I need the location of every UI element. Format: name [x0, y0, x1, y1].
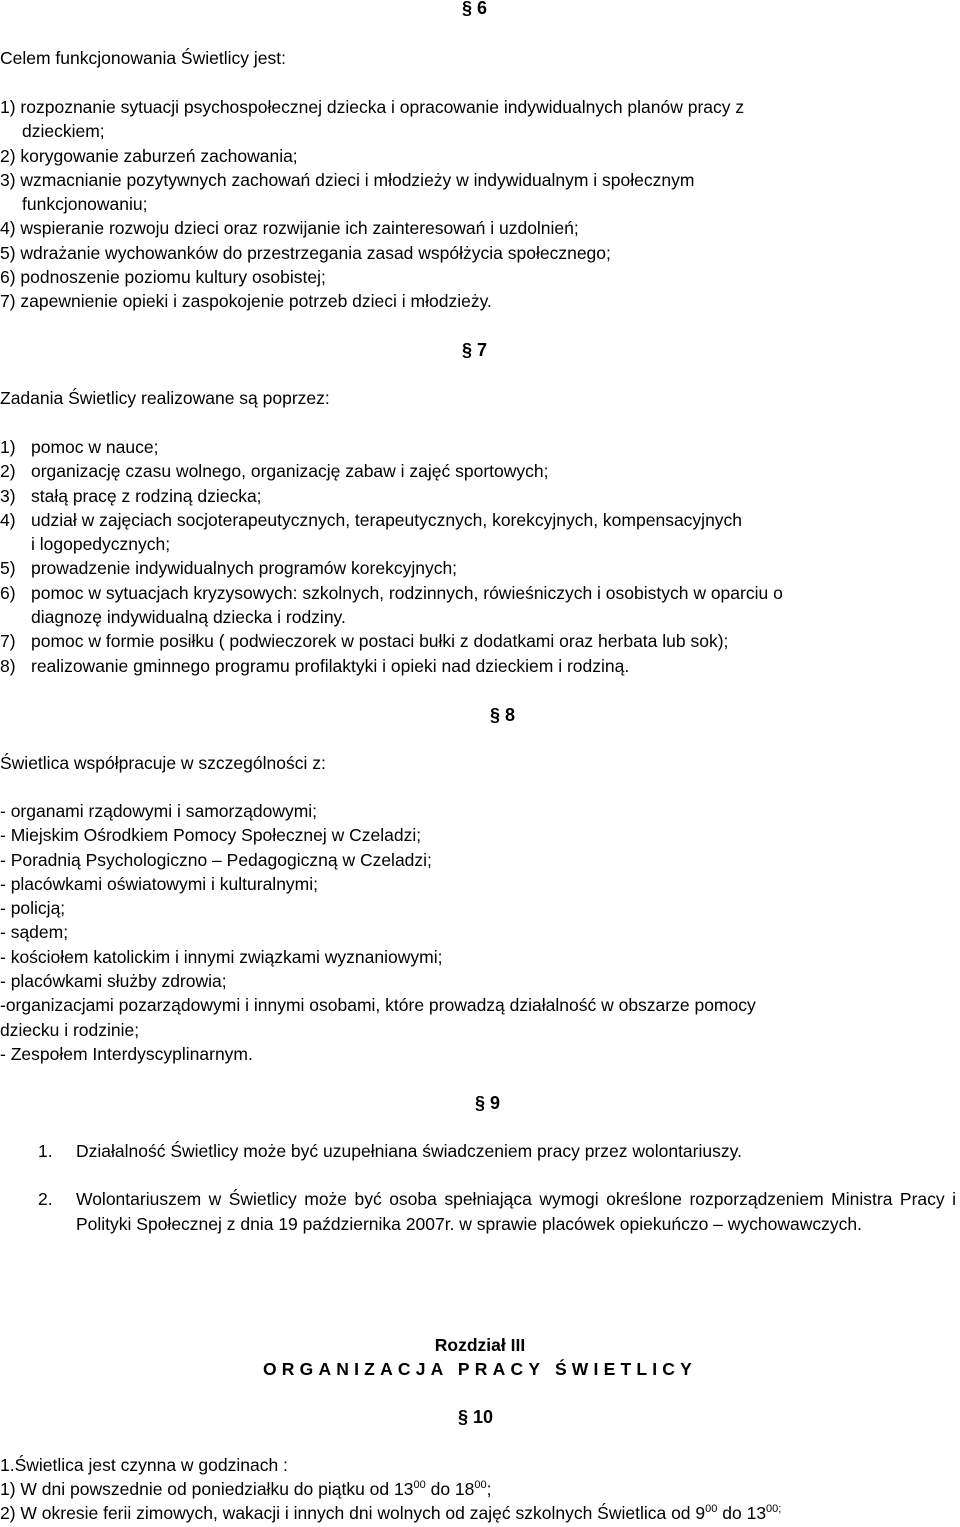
section-7-item-text: stałą pracę z rodziną dziecka;: [31, 485, 262, 506]
section-10-heading: 1.Świetlica jest czynna w godzinach :: [0, 1455, 288, 1475]
section-9-item-text: Wolontariuszem w Świetlicy może być osoba spełniająca wymogi określone rozporządzeniem Ministra Pracy i Polityki Społecznej z dnia 19 października 2007r. w sprawie placówek opiekuńczo – wychowawczych.: [76, 1189, 956, 1234]
hours-line-1-b: do 18: [425, 1479, 475, 1499]
section-6-item-line: 7) zapewnienie opieki i zaspokojenie potrzeb dzieci i młodzieży.: [0, 291, 492, 312]
section-9-item-text: Działalność Świetlicy może być uzupełniana świadczeniem pracy przez wolontariuszy.: [76, 1141, 742, 1161]
section-7-item-number: 4): [0, 509, 16, 530]
section-8-item: - placówkami oświatowymi i kulturalnymi;: [0, 873, 318, 894]
section-7-item-line: [0, 435, 783, 459]
section-8-label: § 8: [490, 705, 516, 725]
section-7-item-text: prowadzenie indywidualnych programów korekcyjnych;: [31, 558, 458, 579]
section-8-list: [0, 799, 756, 1066]
section-6-heading: Celem funkcjonowania Świetlicy jest:: [0, 48, 286, 68]
section-7-item-number: 5): [0, 558, 16, 579]
section-7-item-text: pomoc w nauce;: [31, 437, 159, 457]
section-6-label: § 6: [462, 0, 488, 18]
section-6-item-line: 4) wspieranie rozwoju dzieci oraz rozwijanie ich zainteresowań i uzdolnień;: [0, 218, 579, 239]
section-9-item: [0, 1187, 956, 1236]
section-9-item-number: 2.: [38, 1189, 53, 1210]
section-7-item-text: pomoc w formie posiłku ( podwieczorek w postaci bułki z dodatkami oraz herbata lub sok);: [31, 631, 729, 652]
section-6-item-line: 6) podnoszenie poziomu kultury osobistej;: [0, 267, 326, 288]
chapter-subtitle: ORGANIZACJA PRACY ŚWIETLICY: [262, 1359, 698, 1379]
section-7-item-number: 1): [0, 437, 16, 457]
section-6-item-line: funkcjonowaniu;: [22, 194, 148, 215]
section-7-item-line: [0, 459, 783, 483]
hours-line-2-b: do 13: [717, 1503, 767, 1523]
section-8-item: - organami rządowymi i samorządowymi;: [0, 801, 318, 821]
section-9-item-number: 1.: [38, 1141, 53, 1161]
section-6-item-line: 5) wdrażanie wychowanków do przestrzegania zasad współżycia społecznego;: [0, 242, 611, 263]
section-7-item-text: realizowanie gminnego programu profilaktyki i opieki nad dzieckiem i rodziną.: [31, 655, 630, 676]
hours-line-2-sup2: 00;: [766, 1503, 782, 1516]
hours-line-2-sup1: 00: [705, 1503, 718, 1516]
section-7-item-text: udział w zajęciach socjoterapeutycznych, terapeutycznych, korekcyjnych, kompensacyjnych: [31, 509, 743, 530]
section-7-item-text: diagnozę indywidualną dziecka i rodziny.: [31, 607, 346, 628]
section-7-item-number: 6): [0, 582, 16, 603]
section-8-heading: Świetlica współpracuje w szczególności z:: [0, 753, 326, 773]
section-7-item-number: 7): [0, 631, 16, 652]
section-7-item-line: [0, 605, 783, 629]
section-7-heading: Zadania Świetlicy realizowane są poprzez:: [0, 388, 330, 408]
section-7-item-line: [0, 532, 783, 556]
section-7-item-line: [0, 508, 783, 532]
section-9-item: [0, 1139, 956, 1163]
section-8-item: -organizacjami pozarządowymi i innymi osobami, które prowadzą działalność w obszarze pomocy: [0, 995, 756, 1016]
section-9-list: [0, 1139, 956, 1260]
section-8-item: - sądem;: [0, 922, 69, 943]
section-10-label: § 10: [458, 1407, 494, 1427]
section-8-item: dziecku i rodzinie;: [0, 1019, 140, 1040]
hours-line-2: [0, 1501, 781, 1525]
chapter-title: Rozdział III: [434, 1335, 526, 1355]
section-7-item-number: 2): [0, 461, 16, 482]
section-7-item-text: pomoc w sytuacjach kryzysowych: szkolnych, rodzinnych, rówieśniczych i osobistych w oparciu o: [31, 582, 783, 603]
section-7-item-line: [0, 629, 783, 653]
hours-line-1-a: 1) W dni powszednie od poniedziałku do piątku od 13: [0, 1479, 414, 1499]
section-6-item-line: 2) korygowanie zaburzeń zachowania;: [0, 145, 298, 166]
section-7-item-number: 3): [0, 485, 16, 506]
section-7-item-text: i logopedycznych;: [31, 534, 171, 555]
section-7-item-text: organizację czasu wolnego, organizację zabaw i zajęć sportowych;: [31, 461, 549, 482]
section-7-label: § 7: [462, 340, 488, 360]
section-7-item-line: [0, 484, 783, 508]
section-7-item-line: [0, 581, 783, 605]
section-6-list: [0, 95, 744, 314]
section-8-item: - Poradnią Psychologiczno – Pedagogiczną w Czeladzi;: [0, 849, 432, 870]
section-6-item-line: 3) wzmacnianie pozytywnych zachowań dzieci i młodzieży w indywidualnym i społecznym: [0, 169, 695, 190]
section-8-item: - Miejskim Ośrodkiem Pomocy Społecznej w Czeladzi;: [0, 825, 422, 846]
hours-line-1-sup1: 00: [413, 1479, 426, 1492]
hours-line-1-c: ;: [486, 1479, 492, 1499]
hours-line-1-sup2: 00: [474, 1479, 487, 1492]
section-7-item-line: [0, 556, 783, 580]
section-6-item-line: 1) rozpoznanie sytuacji psychospołecznej dziecka i opracowanie indywidualnych planów pracy z: [0, 97, 745, 117]
section-7-item-number: 8): [0, 655, 16, 676]
section-8-item: - kościołem katolickim i innymi związkami wyznaniowymi;: [0, 946, 443, 967]
section-8-item: - Zespołem Interdyscyplinarnym.: [0, 1043, 253, 1064]
section-8-item: - policją;: [0, 898, 66, 919]
section-7-item-line: [0, 654, 783, 678]
hours-line-2-a: 2) W okresie ferii zimowych, wakacji i innych dni wolnych od zajęć szkolnych Świetlica od 9: [0, 1503, 706, 1523]
hours-line-1: [0, 1477, 492, 1501]
section-9-label: § 9: [475, 1093, 501, 1113]
section-7-list: [0, 435, 783, 678]
section-8-item: - placówkami służby zdrowia;: [0, 971, 227, 992]
section-6-item-line: dzieckiem;: [22, 121, 105, 142]
